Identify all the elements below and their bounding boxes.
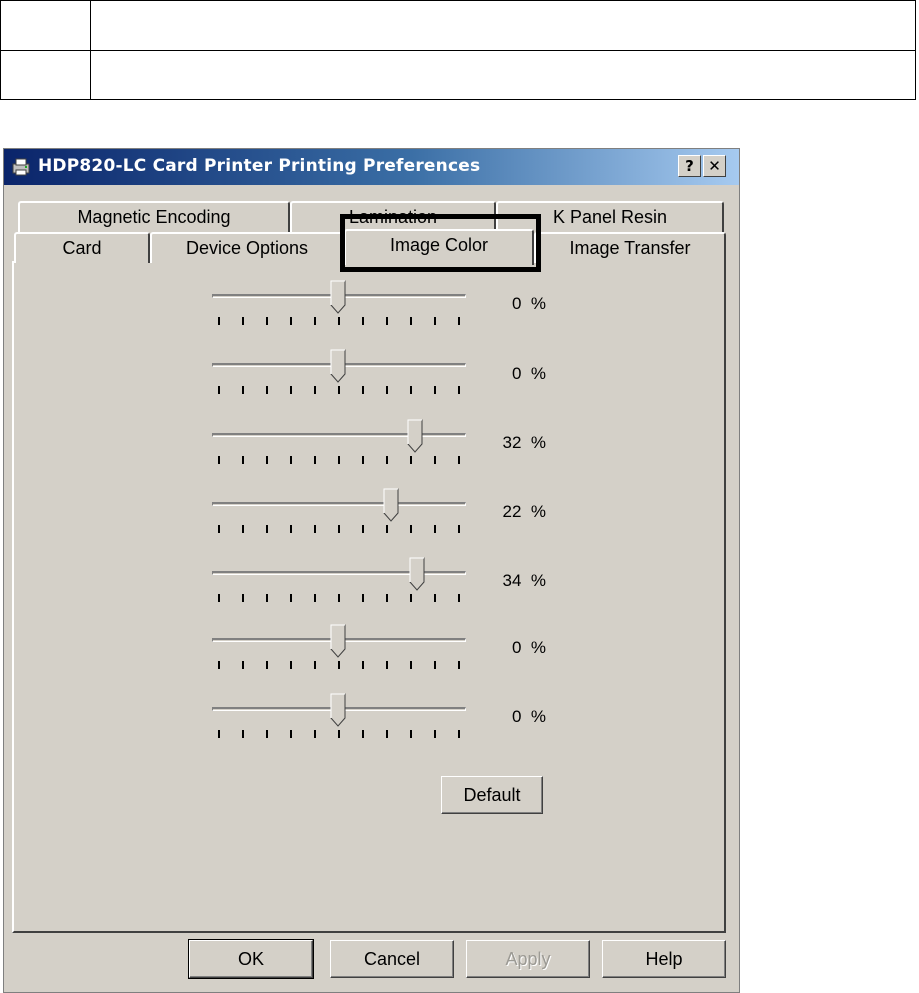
- slider-tick: [290, 317, 292, 325]
- slider-thumb[interactable]: [330, 349, 346, 383]
- slider-value: [482, 364, 546, 384]
- slider-tick: [242, 594, 244, 602]
- slider-tick: [266, 456, 268, 464]
- table-column-divider: [90, 1, 91, 99]
- slider-value-unit: %: [530, 294, 546, 313]
- slider-ticks: [218, 730, 462, 738]
- slider-tick: [266, 525, 268, 533]
- slider-tick: [218, 594, 220, 602]
- slider-tick: [290, 730, 292, 738]
- slider-tick: [266, 317, 268, 325]
- slider-tick: [266, 386, 268, 394]
- slider-track[interactable]: [212, 433, 466, 437]
- slider-thumb[interactable]: [330, 624, 346, 658]
- slider-value-number: 0: [511, 707, 522, 726]
- slider-tick: [362, 730, 364, 738]
- slider-tick: [362, 317, 364, 325]
- slider-value-number: 0: [511, 364, 522, 383]
- slider-tick: [266, 730, 268, 738]
- slider-tick: [434, 317, 436, 325]
- slider-tick: [410, 525, 412, 533]
- tab-image-color[interactable]: Image Color: [344, 229, 534, 265]
- slider-tick: [362, 594, 364, 602]
- slider-tick: [218, 386, 220, 394]
- slider-tick: [434, 661, 436, 669]
- slider-tick: [362, 456, 364, 464]
- slider-tick: [362, 661, 364, 669]
- ok-button[interactable]: OK: [189, 940, 313, 978]
- close-button[interactable]: [703, 155, 726, 177]
- slider-ticks: [218, 317, 462, 325]
- slider-tick: [242, 730, 244, 738]
- slider-tick: [314, 317, 316, 325]
- slider-ticks: [218, 594, 462, 602]
- slider-tick: [314, 456, 316, 464]
- slider-tick: [386, 730, 388, 738]
- slider-value: [482, 571, 546, 591]
- slider-thumb[interactable]: [330, 693, 346, 727]
- slider-value-unit: %: [530, 502, 546, 521]
- slider-thumb[interactable]: [383, 488, 399, 522]
- slider-tick: [386, 661, 388, 669]
- document-table: [0, 0, 916, 100]
- slider-tick: [242, 456, 244, 464]
- tab-card[interactable]: Card: [14, 232, 150, 263]
- printer-icon: [10, 157, 32, 177]
- default-button[interactable]: Default: [441, 776, 543, 814]
- slider-tick: [410, 594, 412, 602]
- slider-tick: [458, 661, 460, 669]
- tab-image-transfer[interactable]: Image Transfer: [534, 232, 726, 263]
- slider-tick: [434, 525, 436, 533]
- slider-tick: [314, 594, 316, 602]
- slider-tick: [242, 525, 244, 533]
- slider-tick: [314, 730, 316, 738]
- slider-tick: [218, 456, 220, 464]
- slider-tick: [410, 730, 412, 738]
- slider-value-number: 0: [511, 638, 522, 657]
- slider-tick: [410, 317, 412, 325]
- slider-value-number: 32: [502, 433, 522, 452]
- slider-tick: [434, 730, 436, 738]
- slider-tick: [458, 730, 460, 738]
- tab-device-options[interactable]: Device Options: [150, 232, 344, 263]
- slider-tick: [458, 386, 460, 394]
- slider-ticks: [218, 386, 462, 394]
- slider-tick: [362, 386, 364, 394]
- slider-value-unit: %: [530, 707, 546, 726]
- slider-tick: [434, 456, 436, 464]
- slider-tick: [314, 386, 316, 394]
- help-title-button[interactable]: ?: [678, 155, 701, 177]
- printing-preferences-dialog: [3, 148, 740, 993]
- tab-magnetic-encoding[interactable]: Magnetic Encoding: [18, 201, 290, 232]
- slider-tick: [314, 525, 316, 533]
- tab-k-panel-resin[interactable]: K Panel Resin: [496, 201, 724, 232]
- slider-tick: [242, 317, 244, 325]
- slider-tick: [218, 317, 220, 325]
- slider-tick: [218, 525, 220, 533]
- slider-tick: [338, 661, 340, 669]
- table-row: [1, 1, 915, 51]
- slider-value-number: 22: [502, 502, 522, 521]
- slider-value-unit: %: [530, 571, 546, 590]
- slider-value: [482, 433, 546, 453]
- slider-tick: [386, 525, 388, 533]
- slider-value: [482, 638, 546, 658]
- slider-tick: [458, 317, 460, 325]
- slider-thumb[interactable]: [407, 419, 423, 453]
- slider-tick: [386, 456, 388, 464]
- close-icon: ✕: [708, 157, 721, 175]
- slider-value: [482, 707, 546, 727]
- slider-tick: [314, 661, 316, 669]
- window-title: HDP820-LC Card Printer Printing Preferences: [38, 156, 481, 176]
- slider-tick: [338, 525, 340, 533]
- help-button[interactable]: Help: [602, 940, 726, 978]
- slider-tick: [290, 386, 292, 394]
- title-bar[interactable]: [4, 149, 739, 185]
- table-row: [1, 51, 915, 101]
- slider-tick: [266, 661, 268, 669]
- slider-tick: [338, 456, 340, 464]
- slider-tick: [218, 730, 220, 738]
- slider-value-number: 0: [511, 294, 522, 313]
- slider-tick: [410, 456, 412, 464]
- tab-lamination[interactable]: Lamination: [290, 201, 496, 232]
- slider-tick: [410, 661, 412, 669]
- slider-tick: [338, 386, 340, 394]
- slider-tick: [338, 730, 340, 738]
- slider-tick: [362, 525, 364, 533]
- slider-ticks: [218, 661, 462, 669]
- slider-ticks: [218, 456, 462, 464]
- slider-tick: [434, 594, 436, 602]
- slider-value-number: 34: [502, 571, 522, 590]
- slider-value: [482, 294, 546, 314]
- slider-tick: [386, 386, 388, 394]
- slider-track[interactable]: [212, 571, 466, 575]
- slider-ticks: [218, 525, 462, 533]
- slider-tick: [218, 661, 220, 669]
- slider-tick: [266, 594, 268, 602]
- slider-tick: [290, 594, 292, 602]
- slider-tick: [242, 386, 244, 394]
- slider-tick: [386, 317, 388, 325]
- slider-tick: [386, 594, 388, 602]
- slider-tick: [434, 386, 436, 394]
- slider-tick: [290, 661, 292, 669]
- slider-value-unit: %: [530, 433, 546, 452]
- slider-tick: [458, 456, 460, 464]
- slider-track[interactable]: [212, 502, 466, 506]
- slider-value-unit: %: [530, 364, 546, 383]
- cancel-button[interactable]: Cancel: [330, 940, 454, 978]
- slider-tick: [290, 525, 292, 533]
- slider-thumb[interactable]: [330, 280, 346, 314]
- slider-thumb[interactable]: [409, 557, 425, 591]
- slider-value: [482, 502, 546, 522]
- slider-tick: [242, 661, 244, 669]
- slider-tick: [290, 456, 292, 464]
- slider-tick: [410, 386, 412, 394]
- slider-value-unit: %: [530, 638, 546, 657]
- slider-tick: [338, 317, 340, 325]
- slider-tick: [458, 594, 460, 602]
- apply-button[interactable]: Apply: [466, 940, 590, 978]
- slider-tick: [338, 594, 340, 602]
- tab-highlight-box: [340, 214, 541, 272]
- slider-tick: [458, 525, 460, 533]
